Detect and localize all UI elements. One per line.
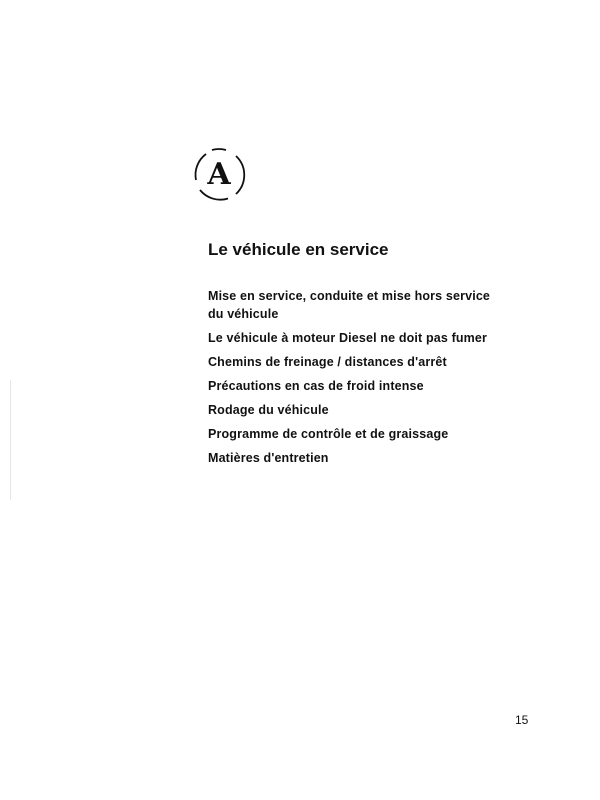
toc-list bbox=[208, 287, 508, 473]
toc-item: Mise en service, conduite et mise hors service du véhicule bbox=[208, 289, 491, 321]
section-letter: A bbox=[207, 157, 231, 192]
toc-item: Matières d'entretien bbox=[208, 451, 329, 465]
scan-edge-mark bbox=[10, 380, 11, 500]
toc-item: Rodage du véhicule bbox=[208, 403, 329, 417]
section-badge bbox=[190, 146, 248, 204]
toc-item: Programme de contrôle et de graissage bbox=[208, 427, 449, 441]
chapter-title: Le véhicule en service bbox=[208, 240, 389, 259]
toc-item: Chemins de freinage / distances d'arrêt bbox=[208, 355, 447, 369]
toc-item: Le véhicule à moteur Diesel ne doit pas fumer bbox=[208, 331, 488, 345]
page-number: 15 bbox=[515, 713, 529, 727]
toc-item: Précautions en cas de froid intense bbox=[208, 379, 424, 393]
